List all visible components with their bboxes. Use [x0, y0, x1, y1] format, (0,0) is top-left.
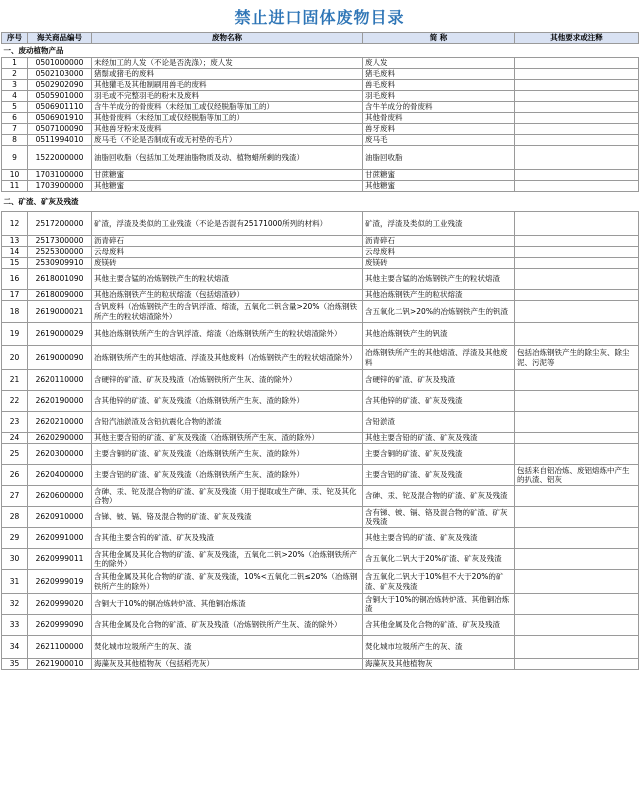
- cell-name: 其他兽牙粉末及废料: [92, 124, 363, 135]
- cell-note: [515, 412, 639, 433]
- table-row: [2, 323, 639, 346]
- cell-note: [515, 486, 639, 507]
- cell-code: 2618009000: [28, 290, 92, 301]
- cell-no: 33: [2, 615, 28, 636]
- cell-short: 含砷、汞、铊及混合物的矿渣、矿灰及残渣: [363, 486, 515, 507]
- cell-short: 废马毛: [363, 135, 515, 146]
- cell-note: 包括来自铝冶炼、废铝熔炼中产生的扒渣、铝灰: [515, 465, 639, 486]
- cell-name: 猪鬃或猪毛的废料: [92, 69, 363, 80]
- cell-note: [515, 323, 639, 346]
- cell-code: 0501000000: [28, 58, 92, 69]
- header-no: 序号: [2, 33, 28, 44]
- cell-no: 16: [2, 269, 28, 290]
- cell-note: [515, 290, 639, 301]
- cell-no: 19: [2, 323, 28, 346]
- cell-note: [515, 636, 639, 659]
- cell-code: 0506901910: [28, 113, 92, 124]
- table-row: [2, 113, 639, 124]
- cell-name: 含其他金属及化合物的矿渣、矿灰及残渣（冶炼钢铁所产生灰、渣的除外）: [92, 615, 363, 636]
- cell-no: 17: [2, 290, 28, 301]
- table-row: [2, 146, 639, 170]
- table-row: [2, 444, 639, 465]
- cell-name: 含锑、铍、镉、铬及混合物的矿渣、矿灰及残渣: [92, 507, 363, 528]
- table-row: [2, 370, 639, 391]
- cell-short: 其他主要含锰的冶炼钢铁产生的粒状熔渣: [363, 269, 515, 290]
- cell-code: 2618001090: [28, 269, 92, 290]
- cell-name: 焚化城市垃圾所产生的灰、渣: [92, 636, 363, 659]
- section-header-row: [2, 192, 639, 212]
- cell-no: 25: [2, 444, 28, 465]
- cell-name: 海藻灰及其他植物灰（包括稻壳灰）: [92, 659, 363, 670]
- cell-name: 含硬锌的矿渣、矿灰及残渣（冶炼钢铁所产生灰、渣的除外）: [92, 370, 363, 391]
- cell-code: 2620400000: [28, 465, 92, 486]
- cell-name: 甘蔗糖蜜: [92, 170, 363, 181]
- table-row: [2, 433, 639, 444]
- table-row: [2, 135, 639, 146]
- table-row: [2, 236, 639, 247]
- cell-name: 含其他主要含钨的矿渣、矿灰及残渣: [92, 528, 363, 549]
- cell-no: 23: [2, 412, 28, 433]
- cell-code: 2621900010: [28, 659, 92, 670]
- cell-name: 含砷、汞、铊及混合物的矿渣、矿灰及残渣（用于提取或生产砷、汞、铊及其化合物）: [92, 486, 363, 507]
- cell-short: 油脂回收脂: [363, 146, 515, 170]
- table-row: [2, 507, 639, 528]
- cell-short: 其他糖蜜: [363, 181, 515, 192]
- table-row: [2, 659, 639, 670]
- cell-no: 20: [2, 346, 28, 370]
- cell-short: 云母废料: [363, 247, 515, 258]
- cell-note: [515, 301, 639, 323]
- cell-name: 其他冶炼钢铁所产生的含钒浮渣、熔渣（冶炼钢铁所产生的粒状熔渣除外）: [92, 323, 363, 346]
- cell-no: 10: [2, 170, 28, 181]
- cell-no: 5: [2, 102, 28, 113]
- cell-short: 其他骨废料: [363, 113, 515, 124]
- table-body: [2, 44, 639, 670]
- cell-short: 其他冶炼钢铁产生的钒渣: [363, 323, 515, 346]
- cell-name: 废镁砖: [92, 258, 363, 269]
- cell-name: 沥青碎石: [92, 236, 363, 247]
- cell-short: 其他主要含钨的矿渣、矿灰及残渣: [363, 528, 515, 549]
- cell-no: 32: [2, 594, 28, 615]
- cell-name: 含铜大于10%的铜冶炼转炉渣、其他铜冶炼渣: [92, 594, 363, 615]
- cell-code: 0511994010: [28, 135, 92, 146]
- cell-code: 2620190000: [28, 391, 92, 412]
- cell-no: 9: [2, 146, 28, 170]
- header-name: 废物名称: [92, 33, 363, 44]
- cell-code: 2619000029: [28, 323, 92, 346]
- cell-note: [515, 124, 639, 135]
- cell-code: 2620999090: [28, 615, 92, 636]
- cell-short: 含硬锌的矿渣、矿灰及残渣: [363, 370, 515, 391]
- section-header-row: [2, 44, 639, 58]
- cell-note: [515, 269, 639, 290]
- cell-note: [515, 258, 639, 269]
- cell-code: 2619000021: [28, 301, 92, 323]
- cell-code: 0502103000: [28, 69, 92, 80]
- cell-short: 含有锑、铍、镉、铬及混合物的矿渣、矿灰及残渣: [363, 507, 515, 528]
- cell-no: 15: [2, 258, 28, 269]
- cell-name: 主要含铜的矿渣、矿灰及残渣（冶炼钢铁所产生灰、渣的除外）: [92, 444, 363, 465]
- cell-name: 冶炼钢铁所产生的其他熔渣、浮渣及其他废料（冶炼钢铁产生的粒状熔渣除外）: [92, 346, 363, 370]
- document-title: 禁止进口固体废物目录: [234, 7, 405, 27]
- cell-code: 2620300000: [28, 444, 92, 465]
- cell-code: 2620999011: [28, 549, 92, 570]
- table-row: [2, 102, 639, 113]
- cell-short: 猪毛废料: [363, 69, 515, 80]
- cell-note: [515, 247, 639, 258]
- cell-note: [515, 113, 639, 124]
- cell-no: 18: [2, 301, 28, 323]
- waste-catalog-table: [1, 32, 639, 670]
- cell-code: 2619000090: [28, 346, 92, 370]
- table-row: [2, 290, 639, 301]
- cell-short: 沥青碎石: [363, 236, 515, 247]
- cell-code: 1703100000: [28, 170, 92, 181]
- cell-name: 其他糖蜜: [92, 181, 363, 192]
- table-row: [2, 91, 639, 102]
- cell-no: 34: [2, 636, 28, 659]
- cell-code: 2620991000: [28, 528, 92, 549]
- table-row: [2, 80, 639, 91]
- table-row: [2, 528, 639, 549]
- table-row: [2, 247, 639, 258]
- cell-short: 废人发: [363, 58, 515, 69]
- cell-short: 含五氧化二钒>20%的冶炼钢铁产生的钒渣: [363, 301, 515, 323]
- cell-code: 2620999020: [28, 594, 92, 615]
- table-row: [2, 486, 639, 507]
- cell-name: 其他獾毛及其他制刷用兽毛的废料: [92, 80, 363, 91]
- cell-name: 矿渣，浮渣及类似的工业残渣（不论是否混有25171000所列的材料）: [92, 212, 363, 236]
- cell-name: 油脂回收脂（包括加工处理油脂物质及动、植物蜡所剩的残渣）: [92, 146, 363, 170]
- cell-code: 2620290000: [28, 433, 92, 444]
- cell-note: [515, 570, 639, 594]
- table-row: [2, 636, 639, 659]
- cell-note: [515, 91, 639, 102]
- cell-note: [515, 170, 639, 181]
- cell-code: 0505901000: [28, 91, 92, 102]
- cell-note: [515, 507, 639, 528]
- cell-short: 海藻灰及其他植物灰: [363, 659, 515, 670]
- section-title: 二、矿渣、矿灰及残渣: [2, 192, 639, 212]
- table-row: [2, 124, 639, 135]
- cell-no: 28: [2, 507, 28, 528]
- cell-short: 甘蔗糖蜜: [363, 170, 515, 181]
- table-row: [2, 258, 639, 269]
- table-row: [2, 69, 639, 80]
- table-row: [2, 594, 639, 615]
- cell-note: [515, 615, 639, 636]
- table-row: [2, 301, 639, 323]
- cell-no: 29: [2, 528, 28, 549]
- cell-name: 云母废料: [92, 247, 363, 258]
- cell-code: 2517200000: [28, 212, 92, 236]
- table-row: [2, 346, 639, 370]
- cell-name: 未经加工的人发（不论是否洗涤）；废人发: [92, 58, 363, 69]
- cell-short: 冶炼钢铁所产生的其他熔渣、浮渣及其他废料: [363, 346, 515, 370]
- cell-short: 含五氧化二钒大于20%矿渣、矿灰及残渣: [363, 549, 515, 570]
- cell-short: 含牛羊成分的骨废料: [363, 102, 515, 113]
- cell-short: 矿渣，浮渣及类似的工业残渣: [363, 212, 515, 236]
- cell-code: 1522000000: [28, 146, 92, 170]
- cell-no: 14: [2, 247, 28, 258]
- cell-name: 其他主要含铅的矿渣、矿灰及残渣（冶炼钢铁所产生灰、渣的除外）: [92, 433, 363, 444]
- cell-no: 12: [2, 212, 28, 236]
- cell-no: 6: [2, 113, 28, 124]
- cell-no: 21: [2, 370, 28, 391]
- cell-note: [515, 549, 639, 570]
- cell-note: [515, 212, 639, 236]
- table-row: [2, 170, 639, 181]
- header-row: [2, 33, 639, 44]
- cell-note: [515, 370, 639, 391]
- cell-short: 含铅淤渣: [363, 412, 515, 433]
- cell-code: 1703900000: [28, 181, 92, 192]
- cell-name: 含铅汽油淤渣及含铅抗震化合物的淤渣: [92, 412, 363, 433]
- cell-note: [515, 181, 639, 192]
- cell-code: 2620999019: [28, 570, 92, 594]
- cell-short: 兽毛废料: [363, 80, 515, 91]
- cell-no: 27: [2, 486, 28, 507]
- cell-no: 3: [2, 80, 28, 91]
- table-row: [2, 391, 639, 412]
- cell-note: [515, 528, 639, 549]
- cell-note: [515, 391, 639, 412]
- cell-short: 其他主要含铅的矿渣、矿灰及残渣: [363, 433, 515, 444]
- cell-name: 羽毛或不完整羽毛的粉末及废料: [92, 91, 363, 102]
- table-row: [2, 570, 639, 594]
- table-row: [2, 181, 639, 192]
- cell-code: 2525300000: [28, 247, 92, 258]
- cell-name: 主要含铝的矿渣、矿灰及残渣（冶炼钢铁所产生灰、渣的除外）: [92, 465, 363, 486]
- cell-note: [515, 146, 639, 170]
- cell-no: 11: [2, 181, 28, 192]
- cell-note: [515, 80, 639, 91]
- cell-code: 0502902090: [28, 80, 92, 91]
- cell-note: 包括冶炼钢铁产生的除尘灰、除尘泥、污泥等: [515, 346, 639, 370]
- cell-name: 含钒废料（冶炼钢铁产生的含钒浮渣、熔渣，五氧化二钒含量>20%（冶炼钢铁所产生的粒状熔渣除外）: [92, 301, 363, 323]
- cell-code: 2530909910: [28, 258, 92, 269]
- cell-short: 含其他金属及化合物的矿渣、矿灰及残渣: [363, 615, 515, 636]
- table-row: [2, 412, 639, 433]
- cell-name: 其他冶炼钢铁产生的粒状熔渣（包括熔渣砂）: [92, 290, 363, 301]
- cell-name: 废马毛（不论是否制成有或无衬垫的毛片）: [92, 135, 363, 146]
- cell-name: 其他主要含锰的冶炼钢铁产生的粒状熔渣: [92, 269, 363, 290]
- cell-name: 含牛羊成分的骨废料（未经加工或仅经脱脂等加工的）: [92, 102, 363, 113]
- cell-code: 2620910000: [28, 507, 92, 528]
- cell-no: 26: [2, 465, 28, 486]
- cell-short: 废镁砖: [363, 258, 515, 269]
- cell-code: 2620110000: [28, 370, 92, 391]
- cell-note: [515, 659, 639, 670]
- cell-short: 含其他锌的矿渣、矿灰及残渣: [363, 391, 515, 412]
- section-title: 一、废动植物产品: [2, 44, 639, 58]
- cell-no: 8: [2, 135, 28, 146]
- cell-note: [515, 236, 639, 247]
- cell-short: 主要含铜的矿渣、矿灰及残渣: [363, 444, 515, 465]
- cell-name: 含其他锌的矿渣、矿灰及残渣（冶炼钢铁所产生灰、渣的除外）: [92, 391, 363, 412]
- cell-note: [515, 444, 639, 465]
- cell-code: 2517300000: [28, 236, 92, 247]
- cell-note: [515, 594, 639, 615]
- cell-no: 4: [2, 91, 28, 102]
- header-note: 其他要求或注释: [515, 33, 639, 44]
- cell-no: 24: [2, 433, 28, 444]
- cell-short: 含铜大于10%的铜冶炼转炉渣、其他铜冶炼渣: [363, 594, 515, 615]
- cell-no: 22: [2, 391, 28, 412]
- cell-short: 主要含铝的矿渣、矿灰及残渣: [363, 465, 515, 486]
- table-row: [2, 615, 639, 636]
- cell-note: [515, 135, 639, 146]
- cell-code: 0506901110: [28, 102, 92, 113]
- cell-no: 13: [2, 236, 28, 247]
- cell-note: [515, 58, 639, 69]
- cell-name: 含其他金属及其化合物的矿渣、矿灰及残渣，10%<五氧化二钒≤20%（冶炼钢铁所产生的除外）: [92, 570, 363, 594]
- cell-short: 焚化城市垃圾所产生的灰、渣: [363, 636, 515, 659]
- cell-name: 含其他金属及其化合物的矿渣、矿灰及残渣，五氧化二钒>20%（冶炼钢铁所产生的除外）: [92, 549, 363, 570]
- header-code: 海关商品编号: [28, 33, 92, 44]
- cell-short: 其他冶炼钢铁产生的粒状熔渣: [363, 290, 515, 301]
- cell-no: 30: [2, 549, 28, 570]
- cell-note: [515, 69, 639, 80]
- header-short: 简 称: [363, 33, 515, 44]
- cell-no: 7: [2, 124, 28, 135]
- cell-note: [515, 433, 639, 444]
- table-row: [2, 549, 639, 570]
- cell-short: 兽牙废料: [363, 124, 515, 135]
- cell-short: 羽毛废料: [363, 91, 515, 102]
- cell-note: [515, 102, 639, 113]
- table-row: [2, 269, 639, 290]
- table-row: [2, 58, 639, 69]
- table-row: [2, 212, 639, 236]
- table-row: [2, 465, 639, 486]
- cell-code: 2621100000: [28, 636, 92, 659]
- cell-code: 2620600000: [28, 486, 92, 507]
- cell-short: 含五氧化二钒大于10%但不大于20%的矿渣、矿灰及残渣: [363, 570, 515, 594]
- cell-code: 2620210000: [28, 412, 92, 433]
- cell-code: 0507100090: [28, 124, 92, 135]
- cell-no: 35: [2, 659, 28, 670]
- cell-name: 其他骨废料（未经加工或仅经脱脂等加工的）: [92, 113, 363, 124]
- cell-no: 2: [2, 69, 28, 80]
- cell-no: 1: [2, 58, 28, 69]
- cell-no: 31: [2, 570, 28, 594]
